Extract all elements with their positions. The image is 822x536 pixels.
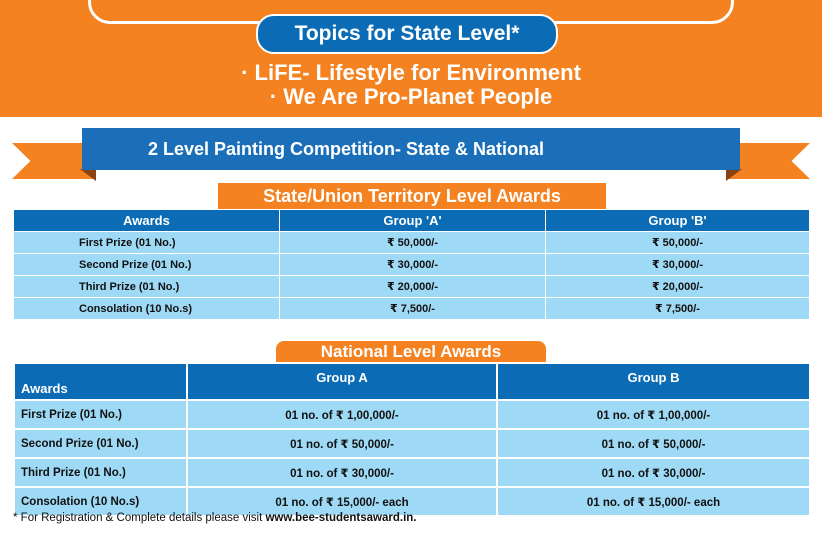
top-orange-band <box>0 0 822 117</box>
group-a-amount: ₹ 30,000/- <box>280 254 546 276</box>
group-a-amount: ₹ 7,500/- <box>280 298 546 320</box>
award-name: Consolation (10 No.s) <box>14 487 187 516</box>
group-a-amount: 01 no. of ₹ 1,00,000/- <box>187 400 497 429</box>
award-name: Consolation (10 No.s) <box>14 298 280 320</box>
topic-item: · LiFE- Lifestyle for Environment <box>241 60 581 85</box>
group-a-amount: ₹ 20,000/- <box>280 276 546 298</box>
national-awards-table <box>13 362 811 517</box>
national-awards-title: National Level Awards <box>276 341 546 363</box>
award-name: First Prize (01 No.) <box>14 400 187 429</box>
topics-title: Topics for State Level* <box>256 14 558 54</box>
group-b-amount: 01 no. of ₹ 15,000/- each <box>497 487 810 516</box>
column-header: Awards <box>14 363 187 400</box>
group-b-amount: 01 no. of ₹ 1,00,000/- <box>497 400 810 429</box>
state-awards-title: State/Union Territory Level Awards <box>218 183 606 209</box>
registration-footnote <box>13 512 417 524</box>
table-row <box>14 458 810 487</box>
group-a-amount: 01 no. of ₹ 50,000/- <box>187 429 497 458</box>
award-name: First Prize (01 No.) <box>14 232 280 254</box>
competition-banner: 2 Level Painting Competition- State & National <box>82 128 740 170</box>
table-row <box>14 232 810 254</box>
award-name: Second Prize (01 No.) <box>14 254 280 276</box>
group-a-amount: 01 no. of ₹ 15,000/- each <box>187 487 497 516</box>
state-awards-table <box>13 209 810 320</box>
website-link[interactable]: www.bee-studentsaward.in. <box>265 512 417 524</box>
award-name: Second Prize (01 No.) <box>14 429 187 458</box>
column-header: Awards <box>14 210 280 232</box>
group-b-amount: ₹ 20,000/- <box>546 276 810 298</box>
column-header: Group 'A' <box>280 210 546 232</box>
column-header: Group A <box>187 363 497 400</box>
table-row <box>14 429 810 458</box>
table-row <box>14 400 810 429</box>
group-a-amount: ₹ 50,000/- <box>280 232 546 254</box>
table-row <box>14 276 810 298</box>
footnote-text: * For Registration & Complete details please visit <box>13 512 266 524</box>
award-name: Third Prize (01 No.) <box>14 276 280 298</box>
group-b-amount: ₹ 7,500/- <box>546 298 810 320</box>
table-header-row <box>14 210 810 232</box>
column-header: Group B <box>497 363 810 400</box>
award-name: Third Prize (01 No.) <box>14 458 187 487</box>
table-header-row <box>14 363 810 400</box>
table-row <box>14 298 810 320</box>
group-b-amount: ₹ 30,000/- <box>546 254 810 276</box>
group-b-amount: 01 no. of ₹ 30,000/- <box>497 458 810 487</box>
column-header: Group 'B' <box>546 210 810 232</box>
group-b-amount: ₹ 50,000/- <box>546 232 810 254</box>
table-row <box>14 254 810 276</box>
group-a-amount: 01 no. of ₹ 30,000/- <box>187 458 497 487</box>
topic-item: · We Are Pro-Planet People <box>269 84 553 109</box>
group-b-amount: 01 no. of ₹ 50,000/- <box>497 429 810 458</box>
